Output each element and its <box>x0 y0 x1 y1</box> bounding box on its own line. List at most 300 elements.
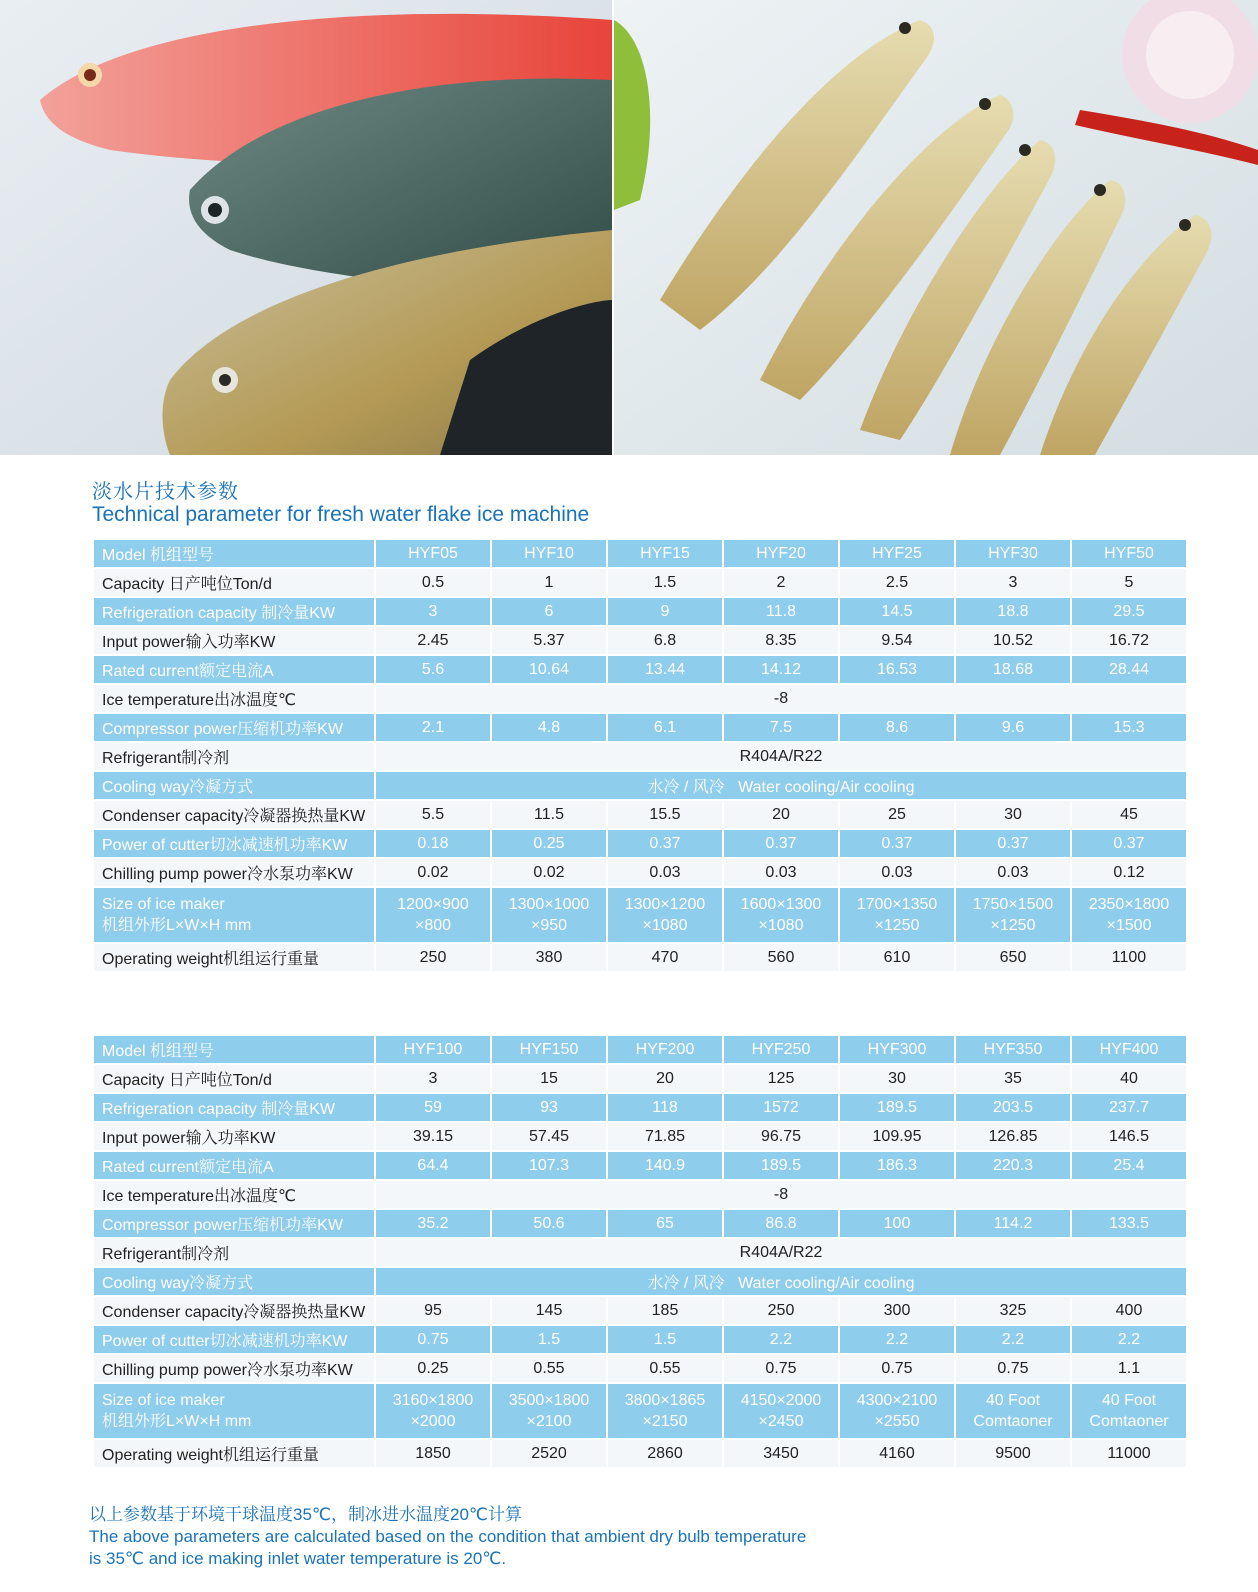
value-text: 45 <box>1120 805 1138 823</box>
value-cell <box>608 598 722 625</box>
value-cell <box>608 1326 722 1353</box>
footnote-en-line1: The above parameters are calculated based on the condition that ambient dry bulb temperature <box>89 1527 807 1546</box>
row-label-text: Capacity 日产吨位Ton/d <box>102 576 272 593</box>
value-cell <box>492 1094 606 1121</box>
value-text: 30 <box>888 1069 906 1087</box>
value-text: 0.37 <box>1113 834 1145 852</box>
value-text: 1100 <box>1111 948 1147 966</box>
value-text: 9500 <box>995 1444 1031 1462</box>
value-text: 126.85 <box>988 1127 1038 1145</box>
table-row <box>94 714 1186 741</box>
value-cell <box>1072 1065 1186 1092</box>
value-cell <box>376 656 490 683</box>
value-cell <box>376 1094 490 1121</box>
value-cell <box>724 1384 838 1438</box>
value-text: 8.6 <box>885 718 909 736</box>
value-cell <box>956 1123 1070 1150</box>
value-text: 0.03 <box>881 863 913 881</box>
value-cell <box>724 714 838 741</box>
value-cell <box>724 1123 838 1150</box>
value-text: 0.37 <box>997 834 1029 852</box>
value-cell <box>608 627 722 654</box>
table-row <box>94 772 1186 799</box>
merged-value-cell: -8 <box>376 1181 1186 1208</box>
value-text: 1 <box>544 573 554 591</box>
row-label-text-cn: 机组外形L×W×H mm <box>102 1413 252 1430</box>
row-label-text: Condenser capacity冷凝器换热量KW <box>102 1304 366 1321</box>
value-text: 118 <box>652 1098 678 1116</box>
value-text: 4150×2000 <box>740 1392 822 1409</box>
value-cell <box>492 1297 606 1324</box>
value-cell <box>956 1326 1070 1353</box>
value-cell <box>840 714 954 741</box>
value-cell <box>724 888 838 942</box>
title-english: Technical parameter for fresh water flake ice machine <box>92 503 590 526</box>
merged-value-cell: R404A/R22 <box>376 1239 1186 1266</box>
value-cell <box>608 569 722 596</box>
row-label <box>94 656 374 683</box>
value-cell <box>608 714 722 741</box>
value-text-line2: Comtaoner <box>1089 1413 1169 1430</box>
value-text: 145 <box>535 1301 563 1319</box>
value-cell <box>376 830 490 857</box>
value-text: 2350×1800 <box>1088 896 1170 913</box>
row-label <box>94 569 374 596</box>
row-label-text: Size of ice maker <box>102 896 225 913</box>
value-cell <box>840 1094 954 1121</box>
value-cell <box>724 944 838 971</box>
table-row <box>94 656 1186 683</box>
row-label-text: Chilling pump power冷水泵功率KW <box>102 866 353 883</box>
value-cell <box>608 656 722 683</box>
value-cell <box>724 598 838 625</box>
value-cell <box>840 888 954 942</box>
value-text: 0.37 <box>649 834 681 852</box>
table-row <box>94 1239 1186 1266</box>
table-row <box>94 540 1186 567</box>
value-cell <box>840 627 954 654</box>
value-text: 16.53 <box>876 660 918 678</box>
value-text: 13.44 <box>644 660 686 678</box>
value-text: 3450 <box>763 1444 799 1462</box>
value-text: 40 Foot <box>985 1392 1041 1409</box>
value-text-line2: ×950 <box>530 917 568 934</box>
table-row <box>94 569 1186 596</box>
value-text: 10.52 <box>992 631 1034 649</box>
value-text: 2.5 <box>885 573 909 591</box>
value-cell <box>956 1440 1070 1467</box>
value-cell <box>1072 627 1186 654</box>
row-label-text: Power of cutter切冰减速机功率KW <box>102 837 348 854</box>
value-text: 2520 <box>531 1444 567 1462</box>
value-text: 5.6 <box>421 660 445 678</box>
row-label-text: Refrigerant制冷剂 <box>102 1246 230 1263</box>
value-cell <box>608 944 722 971</box>
row-label <box>94 1440 374 1467</box>
value-text: 2.2 <box>885 1330 909 1348</box>
value-text: 1.5 <box>537 1330 561 1348</box>
value-text-line2: ×2150 <box>642 1413 688 1430</box>
value-cell <box>1072 598 1186 625</box>
value-cell <box>840 540 954 567</box>
value-cell <box>956 540 1070 567</box>
table-row <box>94 830 1186 857</box>
row-label <box>94 1094 374 1121</box>
value-text: HYF10 <box>524 544 574 562</box>
row-label-text: Input power输入功率KW <box>102 1130 276 1147</box>
spec-table-body <box>94 540 1186 971</box>
value-text: 2.2 <box>1001 1330 1025 1348</box>
value-cell <box>492 944 606 971</box>
footnote-cn: 以上参数基于环境干球温度35℃，制冰进水温度20℃计算 <box>89 1505 523 1524</box>
value-cell <box>376 859 490 886</box>
value-cell <box>608 859 722 886</box>
value-text: HYF30 <box>988 544 1038 562</box>
value-text: HYF25 <box>872 544 922 562</box>
value-text: 6.8 <box>653 631 677 649</box>
value-text: 64.4 <box>417 1156 449 1174</box>
value-cell <box>608 540 722 567</box>
row-label <box>94 1065 374 1092</box>
value-text: 9.54 <box>881 631 913 649</box>
value-cell <box>376 598 490 625</box>
value-text: 203.5 <box>992 1098 1034 1116</box>
value-text: 1.5 <box>653 573 677 591</box>
value-cell <box>956 1384 1070 1438</box>
value-text: 1.1 <box>1117 1359 1141 1377</box>
value-text-line2: ×1080 <box>642 917 688 934</box>
value-text: 470 <box>651 948 679 966</box>
value-text: 0.18 <box>417 834 449 852</box>
row-label-text: Model 机组型号 <box>102 1043 215 1060</box>
value-text: 5.37 <box>533 631 565 649</box>
value-text: 0.03 <box>765 863 797 881</box>
value-cell <box>956 888 1070 942</box>
value-cell <box>724 1297 838 1324</box>
value-cell <box>1072 569 1186 596</box>
value-cell <box>492 1036 606 1063</box>
value-text: 250 <box>419 948 447 966</box>
value-text-line2: ×2100 <box>526 1413 572 1430</box>
value-text: 1300×1000 <box>508 896 590 913</box>
value-cell <box>1072 1152 1186 1179</box>
row-label-text: Capacity 日产吨位Ton/d <box>102 1072 272 1089</box>
table-row <box>94 1268 1186 1295</box>
value-cell <box>956 830 1070 857</box>
value-cell <box>1072 540 1186 567</box>
value-text: 140.9 <box>644 1156 686 1174</box>
row-label <box>94 1355 374 1382</box>
row-label <box>94 627 374 654</box>
value-text: 0.75 <box>417 1330 449 1348</box>
value-cell <box>956 1094 1070 1121</box>
value-cell <box>840 656 954 683</box>
value-cell <box>492 1065 606 1092</box>
value-cell <box>376 1384 490 1438</box>
value-cell <box>492 801 606 828</box>
value-text: 325 <box>999 1301 1027 1319</box>
value-cell <box>1072 1355 1186 1382</box>
value-cell <box>956 1152 1070 1179</box>
photo-banner <box>0 0 1258 455</box>
value-cell <box>608 888 722 942</box>
value-cell <box>724 656 838 683</box>
value-cell <box>840 569 954 596</box>
row-label-text: Operating weight机组运行重量 <box>102 1447 319 1464</box>
value-cell <box>1072 1210 1186 1237</box>
value-cell <box>492 1384 606 1438</box>
value-text: 189.5 <box>760 1156 802 1174</box>
value-text: 11.5 <box>534 805 564 823</box>
row-label-text: Rated current额定电流A <box>102 663 274 680</box>
table-row <box>94 1036 1186 1063</box>
value-cell <box>492 540 606 567</box>
value-cell <box>608 1210 722 1237</box>
value-cell <box>956 569 1070 596</box>
row-label <box>94 598 374 625</box>
value-cell <box>956 801 1070 828</box>
value-cell <box>608 1152 722 1179</box>
value-cell <box>492 859 606 886</box>
value-text: 650 <box>999 948 1027 966</box>
value-cell <box>376 1065 490 1092</box>
value-text: 96.75 <box>760 1127 802 1145</box>
value-text: 15.3 <box>1113 718 1145 736</box>
value-text: HYF150 <box>519 1040 579 1058</box>
row-label <box>94 801 374 828</box>
value-text: 30 <box>1004 805 1022 823</box>
value-cell <box>492 1152 606 1179</box>
value-cell <box>492 627 606 654</box>
footnote <box>89 1504 806 1570</box>
value-cell <box>1072 801 1186 828</box>
value-cell <box>492 1440 606 1467</box>
value-cell <box>608 1065 722 1092</box>
table-row <box>94 1326 1186 1353</box>
value-cell <box>608 1036 722 1063</box>
table-row <box>94 1123 1186 1150</box>
value-text: 1572 <box>763 1098 799 1116</box>
value-text: 8.35 <box>765 631 797 649</box>
value-text: 0.5 <box>421 573 445 591</box>
value-cell <box>1072 1123 1186 1150</box>
value-cell <box>840 1123 954 1150</box>
value-text: 0.75 <box>881 1359 913 1377</box>
value-text: 0.03 <box>649 863 681 881</box>
value-cell <box>724 830 838 857</box>
value-cell <box>840 859 954 886</box>
value-text: 0.25 <box>417 1359 449 1377</box>
value-text: 14.5 <box>881 602 913 620</box>
value-cell <box>492 714 606 741</box>
value-text: 2.1 <box>421 718 445 736</box>
value-text: 4160 <box>879 1444 915 1462</box>
value-cell <box>956 1210 1070 1237</box>
value-text: 1200×900 <box>397 896 469 913</box>
value-text: 65 <box>656 1214 674 1232</box>
spec-table-large-models <box>92 1034 1188 1469</box>
value-cell <box>608 1355 722 1382</box>
table-row <box>94 801 1186 828</box>
spec-table-small-models <box>92 538 1188 973</box>
value-cell <box>608 1123 722 1150</box>
row-label-text: Input power输入功率KW <box>102 634 276 651</box>
value-cell <box>840 801 954 828</box>
value-cell <box>724 801 838 828</box>
row-label <box>94 944 374 971</box>
right-fish-photo <box>614 0 1258 455</box>
value-text-line2: ×2450 <box>758 1413 804 1430</box>
table-row <box>94 743 1186 770</box>
value-text: 28.44 <box>1108 660 1150 678</box>
value-cell <box>840 944 954 971</box>
value-text: 18.68 <box>992 660 1034 678</box>
value-cell <box>956 1036 1070 1063</box>
row-label-text: Cooling way冷凝方式 <box>102 779 254 796</box>
value-cell <box>1072 1094 1186 1121</box>
value-text: 0.37 <box>881 834 913 852</box>
row-label-text: Compressor power压缩机功率KW <box>102 721 343 738</box>
row-label-text: Ice temperature出冰温度℃ <box>102 692 297 709</box>
value-cell <box>840 1440 954 1467</box>
value-cell <box>840 830 954 857</box>
row-label-text: Refrigeration capacity 制冷量KW <box>102 605 335 622</box>
table-row <box>94 859 1186 886</box>
value-cell <box>956 627 1070 654</box>
value-text: HYF50 <box>1104 544 1154 562</box>
value-text-line2: ×800 <box>414 917 452 934</box>
left-fish-photo <box>0 0 612 455</box>
table-row <box>94 1094 1186 1121</box>
value-cell <box>608 1297 722 1324</box>
value-text: 0.55 <box>649 1359 681 1377</box>
value-text: 186.3 <box>876 1156 918 1174</box>
value-cell <box>724 569 838 596</box>
value-text: 10.64 <box>528 660 570 678</box>
value-text: 95 <box>424 1301 442 1319</box>
value-cell <box>376 1210 490 1237</box>
row-label <box>94 743 374 770</box>
value-cell <box>724 627 838 654</box>
value-text: 125 <box>767 1069 795 1087</box>
value-cell <box>376 944 490 971</box>
value-cell <box>956 944 1070 971</box>
value-cell <box>376 1355 490 1382</box>
merged-value-cell: 水冷 / 风冷 Water cooling/Air cooling <box>376 1268 1186 1295</box>
row-label-text: Model 机组型号 <box>102 547 215 564</box>
value-cell <box>724 1326 838 1353</box>
value-text: 14.12 <box>760 660 802 678</box>
row-label <box>94 1268 374 1295</box>
value-text: 100 <box>883 1214 911 1232</box>
row-label-text: Power of cutter切冰减速机功率KW <box>102 1333 348 1350</box>
value-text: 25.4 <box>1113 1156 1145 1174</box>
value-text: 146.5 <box>1108 1127 1150 1145</box>
row-label-text: Chilling pump power冷水泵功率KW <box>102 1362 353 1379</box>
value-cell <box>956 1355 1070 1382</box>
row-label-text-cn: 机组外形L×W×H mm <box>102 917 252 934</box>
table-row <box>94 888 1186 942</box>
value-cell <box>376 540 490 567</box>
row-label <box>94 772 374 799</box>
value-text: 0.12 <box>1113 863 1145 881</box>
value-text: 25 <box>888 805 906 823</box>
row-label-text: Operating weight机组运行重量 <box>102 951 319 968</box>
value-text-line2: ×1250 <box>874 917 920 934</box>
value-cell <box>376 1297 490 1324</box>
value-cell <box>840 1210 954 1237</box>
value-cell <box>376 801 490 828</box>
value-text: 0.02 <box>533 863 565 881</box>
fish-photos <box>0 0 1258 455</box>
value-cell <box>724 1355 838 1382</box>
row-label <box>94 1239 374 1266</box>
value-cell <box>956 859 1070 886</box>
value-text: 1750×1500 <box>972 896 1054 913</box>
table-row <box>94 944 1186 971</box>
row-label-text: Cooling way冷凝方式 <box>102 1275 254 1292</box>
value-text: 560 <box>767 948 795 966</box>
value-cell <box>1072 1326 1186 1353</box>
value-cell <box>492 1326 606 1353</box>
value-text: 39.15 <box>412 1127 454 1145</box>
value-text: 57.45 <box>528 1127 570 1145</box>
value-cell <box>1072 1384 1186 1438</box>
table-row <box>94 685 1186 712</box>
row-label-text: Rated current额定电流A <box>102 1159 274 1176</box>
value-text-line2: ×2000 <box>410 1413 456 1430</box>
value-cell <box>376 1036 490 1063</box>
title-chinese: 淡水片技术参数 <box>92 481 239 503</box>
row-label <box>94 859 374 886</box>
table-row <box>94 598 1186 625</box>
value-text: 0.02 <box>417 863 449 881</box>
value-cell <box>724 1094 838 1121</box>
value-cell <box>1072 1297 1186 1324</box>
row-label-text: Refrigeration capacity 制冷量KW <box>102 1101 335 1118</box>
value-text: HYF20 <box>756 544 806 562</box>
value-cell <box>492 656 606 683</box>
value-text: 3 <box>428 1069 438 1087</box>
value-text: 4300×2100 <box>856 1392 938 1409</box>
table-row <box>94 627 1186 654</box>
value-text: 0.55 <box>533 1359 565 1377</box>
row-label-text: Refrigerant制冷剂 <box>102 750 230 767</box>
value-text: 20 <box>656 1069 674 1087</box>
value-cell <box>376 714 490 741</box>
value-text: 5 <box>1124 573 1134 591</box>
value-text: 1.5 <box>653 1330 677 1348</box>
value-text: 380 <box>535 948 563 966</box>
value-text-line2: Comtaoner <box>973 1413 1053 1430</box>
value-text: 3160×1800 <box>392 1392 474 1409</box>
value-cell <box>1072 1440 1186 1467</box>
value-text: 1850 <box>415 1444 451 1462</box>
value-cell <box>492 1210 606 1237</box>
value-text: 1600×1300 <box>740 896 822 913</box>
value-text: 11.8 <box>766 602 796 620</box>
row-label <box>94 1123 374 1150</box>
value-cell <box>492 1355 606 1382</box>
value-text-line2: ×1080 <box>758 917 804 934</box>
value-cell <box>956 598 1070 625</box>
value-cell <box>840 1036 954 1063</box>
value-cell <box>956 1065 1070 1092</box>
value-cell <box>492 888 606 942</box>
value-cell <box>608 801 722 828</box>
value-text: 6.1 <box>653 718 677 736</box>
value-cell <box>376 1440 490 1467</box>
